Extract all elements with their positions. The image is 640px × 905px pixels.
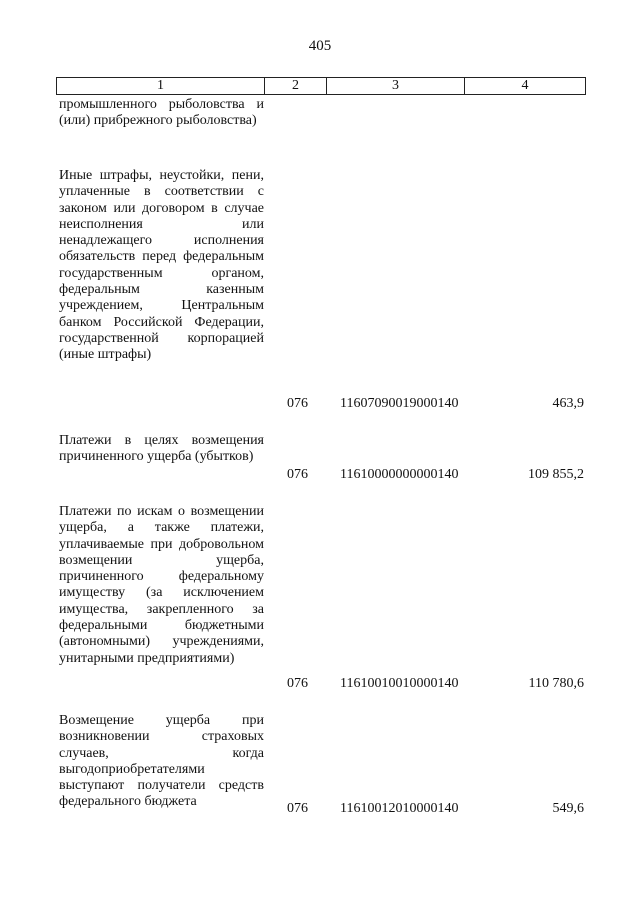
column-header-4: 4 [521,78,529,93]
row-description: Платежи в целях возмещения причиненного ущерба (убытков) [59,433,264,465]
row-amount: 109 855,2 [528,467,584,482]
table-header [56,77,586,95]
row-description: Возмещение ущерба при возникновении страховых случаев, когда выгодоприобретателями выступают получатели средств федерального бюджета [59,713,264,810]
row-amount: 110 780,6 [528,676,584,691]
column-header-3: 3 [327,78,465,94]
row-budget-code: 11610000000000140 [340,467,459,482]
row-budget-code: 11610010010000140 [340,676,459,691]
row-amount: 549,6 [552,801,584,816]
row-budget-code: 11607090019000140 [340,396,459,411]
row-admin-code: 076 [287,467,308,482]
row-description: промышленного рыболовства и (или) прибрежного рыболовства) [59,97,264,129]
column-header-2: 2 [265,78,327,94]
row-admin-code: 076 [287,396,308,411]
row-description: Платежи по искам о возмещении ущерба, а также платежи, уплачиваемые при добровольном возмещении ущерба, причиненного федеральному имуществу (за исключением имущества, закрепленного за федеральными бюджетными (автономными) учреждениями, унитарными предприятиями) [59,504,264,666]
row-amount: 463,9 [552,396,584,411]
row-budget-code: 11610012010000140 [340,801,459,816]
row-description: Иные штрафы, неустойки, пени, уплаченные в соответствии с законом или договором в случае неисполнения или ненадлежащего исполнения обязательств перед федеральным государственным органом, федеральным казенным учреждением, Центральным банком Российской Федерации, государственной корпорацией (иные штрафы) [59,168,264,363]
row-admin-code: 076 [287,801,308,816]
row-admin-code: 076 [287,676,308,691]
column-header-1: 1 [57,78,265,94]
page-number: 405 [308,38,332,54]
